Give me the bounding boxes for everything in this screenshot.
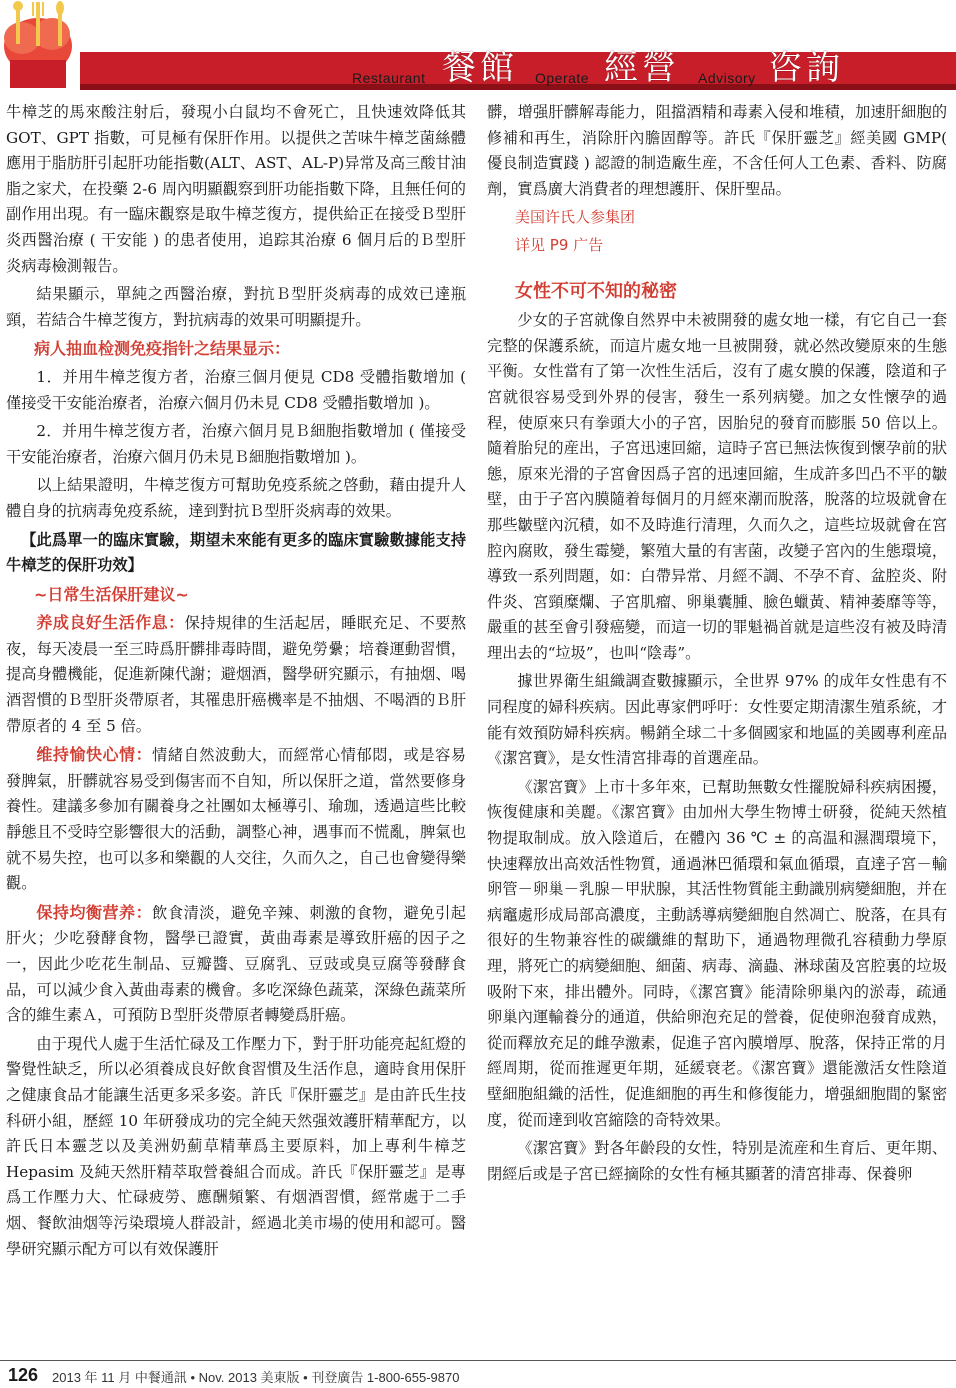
paragraph: 少女的子宮就像自然界中未被開發的處女地一樣，有它自己一套完整的保護系統，而這片處女地一旦被開發，就必然改變原來的生態平衡。女性當有了第一次性生活后，沒有了處女膜的保護，陰道和子宮就很容易受到外界的侵害，發生一系列病變。加之女性懷孕的過程，使原來只有拳頭大小的子宮，因胎兒的發育而膨脹 50 倍以上。隨着胎兒的産出，子宮迅速回縮，這時子宮已無法恢復到懷孕前的狀態，原來光滑的子宮會因爲子宮的迅速回縮，生成許多凹凸不平的皺壁，由于子宮內膜隨着每個月的月經來潮而脫落，脫落的垃圾就會在那些皺壁內沉積，如不及時進行清理，久而久之，這些垃圾就會在宮腔內腐敗，發生霉變，繁殖大量的有害菌，改變子宮內的生態環境，導致一系列問題，如：白帶异常、月經不調、不孕不育、盆腔炎、附件炎、宮頸糜爛、子宮肌瘤、卵巢囊腫、臉色蠟黃、精神萎靡等等，嚴重的甚至會引發癌變，而這一切的罪魁禍首就是這些沒有被及時清理出去的“垃圾”，也叫“陰毒”。 bbox=[487, 311, 947, 662]
left-column bbox=[6, 100, 466, 1265]
paragraph bbox=[6, 610, 466, 739]
paragraph: 結果顯示，單純之西醫治療，對抗Ｂ型肝炎病毒的成效已達瓶頸，若結合牛樟芝復方，對抗病毒的效果可明顯提升。 bbox=[6, 285, 466, 329]
paragraph: 據世界衛生組織調查數據顯示，全世界 97% 的成年女性患有不同程度的婦科疾病。因此專家們呼吁：女性要定期清潔生殖系統，才能有效預防婦科疾病。暢銷全球二十多個國家和地區的美國專利産品《潔宮寶》，是女性清宮排毒的首選産品。 bbox=[487, 672, 947, 768]
section-title: 女性不可不知的秘密 bbox=[515, 280, 677, 302]
header-en-restaurant: Restaurant bbox=[352, 70, 426, 86]
ad-reference: 详见 P9 广告 bbox=[515, 235, 604, 254]
paragraph-text: 飲食清淡，避免辛辣、刺激的食物，避免引起肝火；少吃發酵食物，醫學已證實，黃曲毒素是導致肝癌的因子之一，因此少吃花生制品、豆瓣醬、豆腐乳、豆豉或臭豆腐等發酵食品，可以減少食入黃曲毒素的機會。多吃深綠色蔬菜，深綠色蔬菜所含的維生素Ａ，可預防Ｂ型肝炎帶原者轉變爲肝癌。 bbox=[6, 903, 466, 1025]
paragraph bbox=[6, 900, 466, 1029]
paragraph bbox=[6, 742, 466, 897]
paragraph: 牛樟芝的馬來酸注射后，發現小白鼠均不會死亡，且快速效降低其 GOT、GPT 指數，可見極有保肝作用。以提供之苦味牛樟芝菌絲體應用于脂肪肝引起肝功能指數(ALT、AST、AL-P)异常及高三酸甘油脂之家犬，在投藥 2-6 周內明顯觀察到肝功能指數下降，且無任何的副作用出現。有一臨床觀察是取牛樟芝復方，提供給正在接受Ｂ型肝炎西醫治療 ( 干安能 ) 的患者使用，追踪其治療 6 個月后的Ｂ型肝炎病毒檢測報告。 bbox=[6, 103, 466, 275]
paragraph-text: 情緒自然波動大，而經常心情郁悶，或是容易發脾氣，肝髒就容易受到傷害而不自知，所以保肝之道，當然要修身養性。建議多參加有關養身之社團如太極導引、瑜珈，透過這些比較靜態且不受時空影響很大的活動，調整心神，遇事而不慌亂，脾氣也就不易失控，也可以多和樂觀的人交往，久而久之，自己也會變得樂觀。 bbox=[6, 746, 466, 893]
footer-rule bbox=[0, 1360, 956, 1361]
right-column bbox=[487, 100, 947, 1190]
paragraph: 由于現代人處于生活忙碌及工作壓力下，對于肝功能亮起紅燈的警覺性缺乏，所以必須養成良好飲食習慣及生活作息，適時食用保肝之健康食品才能讓生活更多采多姿。許氏『保肝靈芝』是由許氏生技科研小組，歷經 10 年研發成功的完全純天然强效護肝精華配方，以許氏日本靈芝以及美洲奶薊草精華爲主要原料，加上專利牛樟芝 Hepasim 及純天然肝精萃取營養組合而成。許氏『保肝靈芝』是專爲工作壓力大、忙碌疲勞、應酬頻繁、有烟酒習慣，經常處于二手烟、餐飲油烟等污染環境人群設計，經過北美市場的使用和認可。醫學研究顯示配方可以有效保護肝 bbox=[6, 1034, 466, 1258]
page-footer bbox=[0, 1360, 956, 1388]
subheading-daily-advice: ~日常生活保肝建议~ bbox=[34, 584, 189, 604]
page-header bbox=[0, 0, 956, 92]
paragraph: 2．并用牛樟芝復方者，治療六個月見Ｂ細胞指數增加 ( 僅接受干安能治療者，治療六個月仍未見Ｂ細胞指數增加 )。 bbox=[6, 422, 466, 466]
paragraph: 髒，增强肝髒解毒能力，阻擋酒精和毒素入侵和堆積，加速肝細胞的修補和再生，消除肝內膽固醇等。許氏『保肝靈芝』經美國 GMP( 優良制造實踐 ) 認證的制造廠生産，不含任何人工色素、香料、防腐劑，實爲廣大消費者的理想護肝、保肝聖品。 bbox=[487, 103, 947, 198]
ad-company: 美国许氏人参集团 bbox=[515, 208, 636, 227]
header-en-operate: Operate bbox=[535, 70, 590, 86]
paragraph: 以上結果證明，牛樟芝復方可幫助免疫系統之啓動，藉由提升人體自身的抗病毒免疫系統，達到對抗Ｂ型肝炎病毒的效果。 bbox=[6, 476, 466, 520]
paragraph: 《潔宮寶》上市十多年來，已幫助無數女性擺脫婦科疾病困擾，恢復健康和美麗。《潔宮寶》由加州大學生物博士研發，從純天然植物提取制成。放入陰道后，在體內 36 ℃ ± 的高温和濕潤環境下，快速釋放出高效活性物質，通過淋巴循環和氣血循環，直達子宮－輸卵管－卵巢－乳腺－甲狀腺，其活性物質能主動識別病變細胞，并在病竈處形成局部高濃度，主動誘導病變細胞自然凋亡、脫落，在具有很好的生物兼容性的碳纖維的幫助下，通過物理微孔容積動力學原理，將死亡的病變細胞、細菌、病毒、滴蟲、淋球菌及宮腔裏的垃圾吸附下來，排出體外。同時，《潔宮寶》能清除卵巢內的淤毒，疏通卵巢內運輸養分的通道，供給卵泡充足的營養，促使卵泡發育成熟，從而釋放充足的雌孕激素，促進子宮內膜增厚、脫落，保持正常的月經周期，從而推遲更年期，延緩衰老。《潔宮寶》還能激活女性陰道壁細胞組織的活性，促進細胞的再生和修復能力，增强細胞間的緊密度，從而達到收宮縮陰的奇特效果。 bbox=[487, 777, 947, 1129]
paragraph: 1．并用牛樟芝復方者，治療三個月便見 CD8 受體指數增加 ( 僅接受干安能治療者，治療六個月仍未見 CD8 受體指數增加 )。 bbox=[6, 367, 466, 412]
header-zh-operate: 經營 bbox=[604, 48, 680, 88]
inline-heading: 养成良好生活作息： bbox=[36, 613, 185, 633]
chef-hat-logo-icon bbox=[0, 0, 80, 92]
page-number: 126 bbox=[8, 1365, 39, 1385]
inline-heading: 保持均衡营养： bbox=[36, 902, 153, 922]
footer-text: 2013 年 11 月 中餐通訊 • Nov. 2013 美東版 • 刊登廣告 1-800-655-9870 bbox=[52, 1370, 460, 1385]
header-zh-restaurant: 餐館 bbox=[442, 48, 518, 88]
header-zh-advisory: 咨詢 bbox=[768, 48, 844, 88]
subheading-blood-test: 病人抽血检测免疫指针之结果显示： bbox=[34, 339, 291, 359]
paragraph: 《潔宮寶》對各年齡段的女性，特别是流産和生育后、更年期、閉經后或是子宮已經摘除的女性有極其顯著的清宮排毒、保養卵 bbox=[487, 1139, 947, 1183]
note-paragraph: 【此爲單一的臨床實驗，期望未來能有更多的臨床實驗數據能支持牛樟芝的保肝功效】 bbox=[6, 530, 466, 575]
paragraph-text: 保持規律的生活起居，睡眠充足、不要熬夜，每天凌晨一至三時爲肝髒排毒時間，避免勞纍；培養運動習慣，提高身體機能，促進新陳代謝；避烟酒，醫學研究顯示，有抽烟、喝酒習慣的Ｂ型肝炎帶原者，其罹患肝癌機率是不抽烟、不喝酒的Ｂ肝帶原者的 4 至 5 倍。 bbox=[6, 614, 466, 735]
header-en-advisory: Advisory bbox=[698, 70, 756, 86]
inline-heading: 维持愉快心情： bbox=[36, 745, 153, 765]
